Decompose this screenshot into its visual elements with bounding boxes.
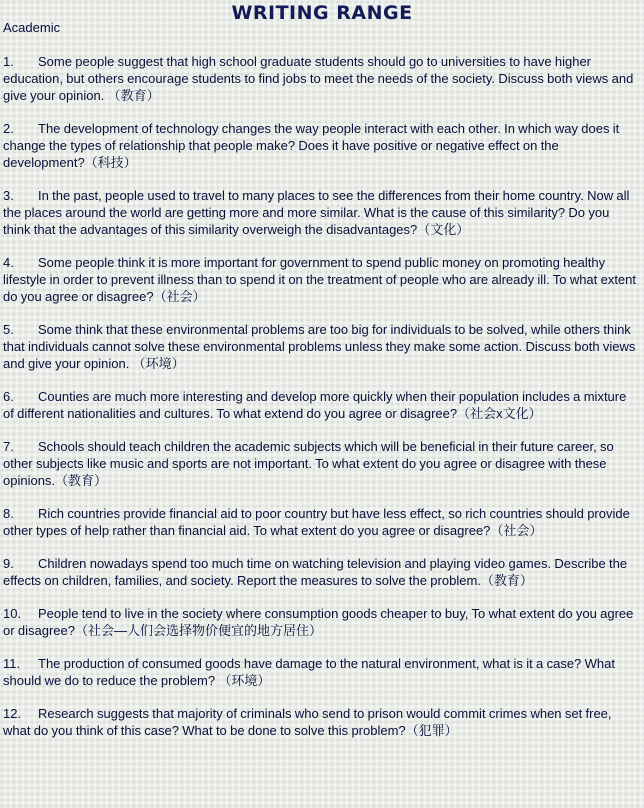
question-number: 10. xyxy=(3,606,22,621)
question-number: 5. xyxy=(3,322,14,337)
category-label: Academic xyxy=(3,20,61,35)
question-text: Some think that these environmental problems are too big for individuals to be solved, while others think that individuals cannot solve these environmental problems unless they make some action. Discuss both views and give your opinion. （环境） xyxy=(3,322,636,371)
question-text: People tend to live in the society where consumption goods cheaper to buy, To what extent do you agree or disagree?（社会—人们会选择物价便宜的地方居住） xyxy=(3,606,634,638)
question-item xyxy=(3,120,639,171)
question-item xyxy=(3,53,639,104)
question-number: 9. xyxy=(3,556,14,571)
question-number: 8. xyxy=(3,506,14,521)
question-item xyxy=(3,605,639,639)
question-text: The production of consumed goods have damage to the natural environment, what is it a case? What should we do to reduce the problem? （环境） xyxy=(3,656,615,688)
question-item xyxy=(3,555,639,589)
question-text: Counties are much more interesting and develop more quickly when their population includes a mixture of different nationalities and cultures. To what extend do you agree or disagree?（社会x文化） xyxy=(3,389,627,421)
question-number: 2. xyxy=(3,121,14,136)
question-item xyxy=(3,388,639,422)
question-text: Schools should teach children the academic subjects which will be beneficial in their future career, so other subjects like music and sports are not important. To what extent do you agree or disagree with these opinions.（教育） xyxy=(3,439,614,488)
question-text: Rich countries provide financial aid to poor country but have less effect, so rich countries should provide other types of help rather than financial aid. To what extent do you agree or disagree?（社会） xyxy=(3,506,630,538)
question-number: 3. xyxy=(3,188,14,203)
question-number: 12. xyxy=(3,706,22,721)
question-item xyxy=(3,505,639,539)
question-item xyxy=(3,254,639,305)
question-text: Some people think it is more important for government to spend public money on promoting healthy lifestyle in order to prevent illness than to spend it on the treatment of people who are already ill. To what extent do you agree or disagree?（社会） xyxy=(3,255,636,304)
question-number: 4. xyxy=(3,255,14,270)
question-list xyxy=(3,53,639,755)
page-title: WRITING RANGE xyxy=(231,2,413,24)
question-text: In the past, people used to travel to many places to see the differences from their home country. Now all the places around the world are getting more and more similar. What is the cause of this similarity? Do you think that the advantages of this similarity overweigh the disadvantages?（文化） xyxy=(3,188,630,237)
question-text: Children nowadays spend too much time on watching television and playing video games. Describe the effects on children, families, and society. Report the measures to solve the problem.（教育） xyxy=(3,556,628,588)
question-number: 7. xyxy=(3,439,14,454)
question-text: The development of technology changes the way people interact with each other. In which way does it change the types of relationship that people make? Does it have positive or negative effect on the development?（科技） xyxy=(3,121,620,170)
question-text: Some people suggest that high school graduate students should go to universities to have higher education, but others encourage students to find jobs to meet the needs of the society. Discuss both views and give your opinion. （教育） xyxy=(3,54,634,103)
question-text: Research suggests that majority of criminals who send to prison would commit crimes when set free, what do you think of this case? What to be done to solve this problem?（犯罪） xyxy=(3,706,612,738)
question-item xyxy=(3,187,639,238)
question-item xyxy=(3,655,639,689)
question-item xyxy=(3,438,639,489)
question-item xyxy=(3,321,639,372)
question-item xyxy=(3,705,639,739)
question-number: 11. xyxy=(3,656,21,671)
question-number: 1. xyxy=(3,54,14,69)
question-number: 6. xyxy=(3,389,14,404)
